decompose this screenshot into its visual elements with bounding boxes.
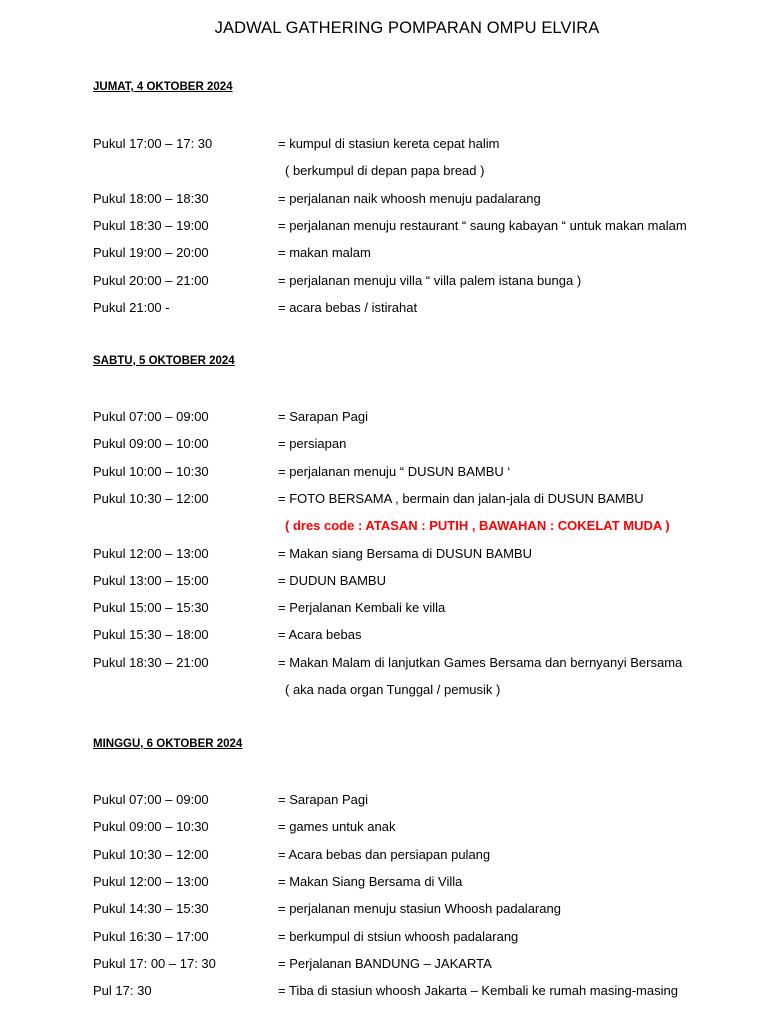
schedule-activity: = DUDUN BAMBU: [278, 573, 386, 588]
schedule-activity: = Makan siang Bersama di DUSUN BAMBU: [278, 546, 532, 561]
schedule-activity: = FOTO BERSAMA , bermain dan jalan-jala di DUSUN BAMBU: [278, 491, 644, 506]
schedule-activity: = perjalanan menuju villa “ villa palem istana bunga ): [278, 273, 582, 288]
schedule-time: Pukul 18:30 – 21:00: [93, 655, 209, 670]
day-heading: JUMAT, 4 OKTOBER 2024: [93, 81, 233, 93]
schedule-time: Pukul 16:30 – 17:00: [93, 929, 209, 944]
schedule-time: Pukul 21:00 -: [93, 300, 170, 315]
schedule-time: Pukul 14:30 – 15:30: [93, 901, 209, 916]
schedule-activity: = Sarapan Pagi: [278, 409, 368, 424]
schedule-activity: = Makan Malam di lanjutkan Games Bersama dan bernyanyi Bersama: [278, 655, 683, 670]
schedule-activity: = perjalanan menuju “ DUSUN BAMBU ‘: [278, 464, 511, 479]
schedule-time: Pukul 10:00 – 10:30: [93, 464, 209, 479]
schedule-activity: = Tiba di stasiun whoosh Jakarta – Kembali ke rumah masing-masing: [278, 983, 678, 998]
schedule-activity: = Perjalanan BANDUNG – JAKARTA: [278, 956, 492, 971]
schedule-activity: = berkumpul di stsiun whoosh padalarang: [278, 929, 519, 944]
schedule-activity: = perjalanan menuju restaurant “ saung kabayan “ untuk makan malam: [278, 218, 687, 233]
schedule-time: Pukul 09:00 – 10:30: [93, 819, 209, 834]
page-title: JADWAL GATHERING POMPARAN OMPU ELVIRA: [214, 19, 600, 37]
day-heading: MINGGU, 6 OKTOBER 2024: [93, 738, 243, 750]
schedule-activity: = Sarapan Pagi: [278, 792, 368, 807]
schedule-time: Pukul 07:00 – 09:00: [93, 409, 209, 424]
schedule-time: Pukul 10:30 – 12:00: [93, 847, 209, 862]
schedule-activity: = Acara bebas dan persiapan pulang: [278, 847, 491, 862]
schedule-activity: = games untuk anak: [278, 819, 396, 834]
schedule-activity: = Acara bebas: [278, 627, 362, 642]
schedule-activity: = makan malam: [278, 245, 371, 260]
schedule-time: Pukul 17:00 – 17: 30: [93, 136, 213, 151]
schedule-activity: = perjalanan menuju stasiun Whoosh padalarang: [278, 901, 561, 916]
schedule-time: Pukul 13:00 – 15:00: [93, 573, 209, 588]
schedule-note: ( berkumpul di depan papa bread ): [285, 163, 485, 178]
schedule-time: Pukul 12:00 – 13:00: [93, 546, 209, 561]
schedule-activity: = Makan Siang Bersama di Villa: [278, 874, 463, 889]
schedule-time: Pukul 15:30 – 18:00: [93, 627, 209, 642]
schedule-note: ( aka nada organ Tunggal / pemusik ): [285, 682, 501, 697]
schedule-time: Pul 17: 30: [93, 983, 152, 998]
schedule-activity: = perjalanan naik whoosh menuju padalarang: [278, 191, 541, 206]
schedule-time: Pukul 18:00 – 18:30: [93, 191, 209, 206]
schedule-time: Pukul 10:30 – 12:00: [93, 491, 209, 506]
schedule-activity: = persiapan: [278, 436, 347, 451]
schedule-activity: = kumpul di stasiun kereta cepat halim: [278, 136, 500, 151]
schedule-activity: = acara bebas / istirahat: [278, 300, 418, 315]
schedule-time: Pukul 17: 00 – 17: 30: [93, 956, 216, 971]
schedule-activity: = Perjalanan Kembali ke villa: [278, 600, 446, 615]
schedule-time: Pukul 09:00 – 10:00: [93, 436, 209, 451]
schedule-time: Pukul 15:00 – 15:30: [93, 600, 209, 615]
schedule-time: Pukul 18:30 – 19:00: [93, 218, 209, 233]
schedule-time: Pukul 07:00 – 09:00: [93, 792, 209, 807]
schedule-time: Pukul 19:00 – 20:00: [93, 245, 209, 260]
schedule-time: Pukul 20:00 – 21:00: [93, 273, 209, 288]
schedule-time: Pukul 12:00 – 13:00: [93, 874, 209, 889]
dress-code-note: ( dres code : ATASAN : PUTIH , BAWAHAN : COKELAT MUDA ): [285, 518, 670, 533]
day-heading: SABTU, 5 OKTOBER 2024: [93, 355, 235, 367]
